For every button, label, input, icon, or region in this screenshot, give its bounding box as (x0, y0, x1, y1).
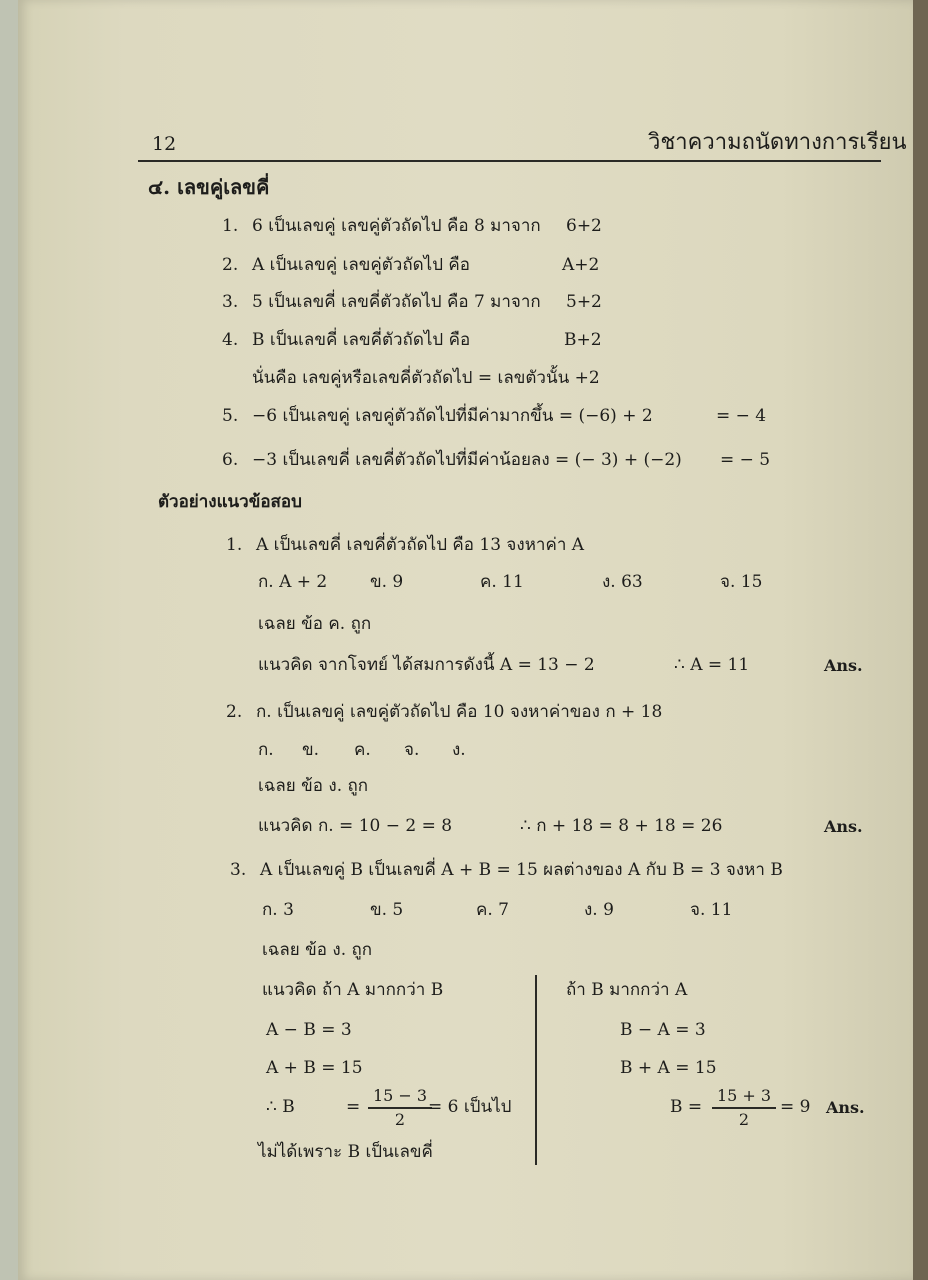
case-a-title: แนวคิด ถ้า A มากกว่า B (262, 980, 444, 1000)
choice: จ. 15 (720, 572, 763, 592)
method-result: ∴ A = 11 (674, 655, 750, 675)
column-divider (535, 975, 537, 1165)
rule-summary: นั่นคือ เลขคู่หรือเลขคี่ตัวถัดไป = เลขตัวนั้น +2 (252, 368, 600, 388)
case-b-fraction (712, 1087, 776, 1129)
method-line: แนวคิด ก. = 10 − 2 = 8 (258, 816, 453, 836)
fraction-bar (368, 1107, 432, 1109)
rule-text: 5 เป็นเลขคี่ เลขคี่ตัวถัดไป คือ 7 มาจาก (252, 292, 541, 312)
question-number: 3. (230, 860, 247, 880)
rule-number: 2. (222, 255, 239, 275)
rule-expression: 5+2 (566, 292, 602, 312)
case-a-equation-3-equals: = (346, 1097, 361, 1117)
question-number: 2. (226, 702, 243, 722)
rule-text: A เป็นเลขคู่ เลขคู่ตัวถัดไป คือ (252, 255, 470, 275)
case-a-fraction (368, 1087, 432, 1129)
choice: จ. (404, 740, 420, 760)
answer-line: เฉลย ข้อ ค. ถูก (258, 614, 372, 634)
header-rule (138, 160, 881, 162)
choice: ค. 7 (476, 900, 509, 920)
running-title: วิชาความถนัดทางการเรียน (648, 130, 907, 155)
ans-label: Ans. (824, 817, 863, 836)
case-b-equation-3-lhs: B = (670, 1097, 703, 1117)
case-b-equation-1: B − A = 3 (620, 1020, 706, 1040)
rule-result: = − 5 (720, 450, 771, 470)
case-a-equation-3-rhs: = 6 เป็นไป (428, 1097, 512, 1117)
choice: ค. 11 (480, 572, 524, 592)
page-number: 12 (152, 133, 177, 155)
rule-number: 4. (222, 330, 239, 350)
rule-expression: 6+2 (566, 216, 602, 236)
case-a-note: ไม่ได้เพราะ B เป็นเลขคี่ (258, 1142, 433, 1162)
choice: ก. (258, 740, 274, 760)
question-text: ก. เป็นเลขคู่ เลขคู่ตัวถัดไป คือ 10 จงหาค่าของ ก + 18 (256, 702, 663, 722)
ans-label: Ans. (826, 1098, 865, 1117)
rule-expression: B+2 (564, 330, 602, 350)
rule-number: 5. (222, 406, 239, 426)
choice: จ. 11 (690, 900, 733, 920)
answer-line: เฉลย ข้อ ง. ถูก (258, 776, 369, 796)
choice: ง. 9 (584, 900, 614, 920)
fraction-numerator: 15 − 3 (372, 1086, 428, 1105)
rule-result: = − 4 (716, 406, 767, 426)
choice: ข. (302, 740, 320, 760)
case-b-title: ถ้า B มากกว่า A (566, 980, 688, 1000)
choice: ก. 3 (262, 900, 294, 920)
section-heading: ๔. เลขคู่เลขคี่ (148, 175, 270, 199)
choice: ข. 9 (370, 572, 404, 592)
rule-number: 3. (222, 292, 239, 312)
rule-text: −6 เป็นเลขคู่ เลขคู่ตัวถัดไปที่มีค่ามากขึ้น = (−6) + 2 (252, 406, 653, 426)
ans-label: Ans. (824, 656, 863, 675)
fraction-denominator: 2 (394, 1109, 406, 1129)
examples-heading: ตัวอย่างแนวข้อสอบ (158, 492, 302, 512)
method-result: ∴ ก + 18 = 8 + 18 = 26 (520, 816, 723, 836)
rule-expression: A+2 (562, 255, 600, 275)
answer-line: เฉลย ข้อ ง. ถูก (262, 940, 373, 960)
fraction-bar (712, 1107, 776, 1109)
choice: ง. (452, 740, 466, 760)
case-b-equation-2: B + A = 15 (620, 1058, 717, 1078)
choice: ข. 5 (370, 900, 404, 920)
rule-text: B เป็นเลขคี่ เลขคี่ตัวถัดไป คือ (252, 330, 471, 350)
question-text: A เป็นเลขคู่ B เป็นเลขคี่ A + B = 15 ผลต่างของ A กับ B = 3 จงหา B (260, 860, 783, 880)
case-b-equation-3-rhs: = 9 (780, 1097, 811, 1117)
rule-text: −3 เป็นเลขคี่ เลขคี่ตัวถัดไปที่มีค่าน้อยลง = (− 3) + (−2) (252, 450, 682, 470)
fraction-numerator: 15 + 3 (716, 1086, 772, 1105)
choice: ง. 63 (602, 572, 643, 592)
method-line: แนวคิด จากโจทย์ ได้สมการดังนี้ A = 13 − 2 (258, 655, 595, 675)
rule-number: 1. (222, 216, 239, 236)
case-a-equation-3-lhs: ∴ B (266, 1097, 295, 1117)
rule-number: 6. (222, 450, 239, 470)
question-text: A เป็นเลขคี่ เลขคี่ตัวถัดไป คือ 13 จงหาค่า A (256, 535, 585, 555)
rule-text: 6 เป็นเลขคู่ เลขคู่ตัวถัดไป คือ 8 มาจาก (252, 216, 541, 236)
case-a-equation-1: A − B = 3 (266, 1020, 352, 1040)
choice: ก. A + 2 (258, 572, 328, 592)
choice: ค. (354, 740, 371, 760)
question-number: 1. (226, 535, 243, 555)
book-edge-right (913, 0, 928, 1280)
fraction-denominator: 2 (738, 1109, 750, 1129)
case-a-equation-2: A + B = 15 (266, 1058, 363, 1078)
